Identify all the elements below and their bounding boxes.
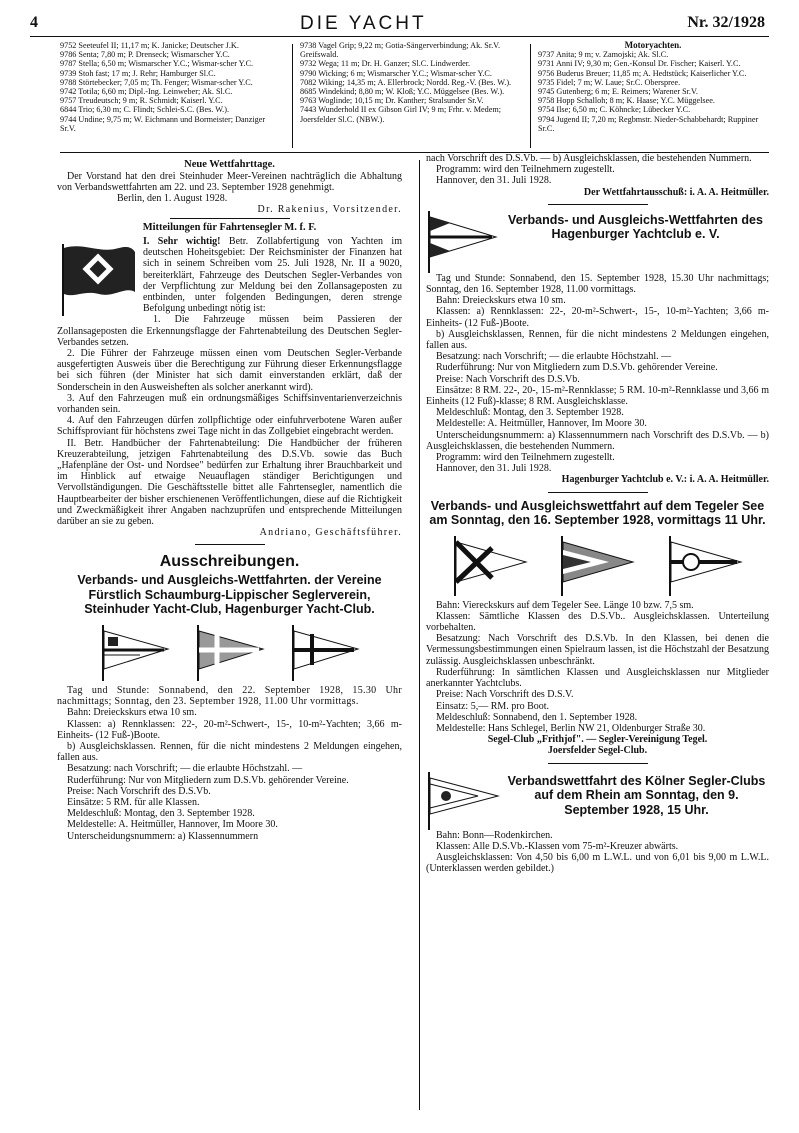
hagenburg-flag-icon: [426, 211, 498, 273]
pennant-flag-icon: [100, 625, 170, 681]
tegel-line: Klassen: Sämtliche Klassen des D.S.Vb.. Ausgleichsklassen. Unterteilung vorbehalten.: [426, 610, 769, 634]
list-item: 9752 Seeteufel II; 11,17 m; K. Janicke; Deutscher J.K.: [60, 41, 239, 50]
hagenburg-line: Preise: Nach Vorschrift des D.S.Vb.: [436, 373, 580, 385]
hagenburg-line: Klassen: a) Rennklassen: 22-, 20-m²-Schwert-, 15-, 10-m²-Yachten; 3,66 m-Einheits- (12 Fuß-)Boote.: [426, 306, 769, 329]
mff-title: Mitteilungen für Fahrtensegler M. f. F.: [142, 222, 317, 234]
koeln-line: Bahn: Bonn—Rodenkirchen.: [436, 829, 553, 841]
schaumburg-line: Bahn: Dreieckskurs etwa 10 sm.: [67, 707, 197, 719]
tegel-line: Einsatz: 5,— RM. pro Boot.: [436, 700, 550, 712]
hagenburg-title: Verbands- und Ausgleichs-Wettfahrten des Hagenburger Yachtclub e. V.: [508, 212, 763, 242]
list-item: 9745 Gutenberg; 6 m; E. Reimers; Warener Sr.V.: [538, 87, 698, 97]
tegel-line: Meldeschluß: Sonnabend, den 1. September 1928.: [436, 711, 638, 723]
schaumburg-line: Tag und Stunde: Sonnabend, den 22. September 1928, 15.30 Uhr nachmittags; Sonntag, den 23. September 1928, 11.00 Uhr vormittags.: [57, 684, 402, 708]
list-item: 9754 Ilse; 6,50 m; C. Köhncke; Lübecker Y.C.: [538, 105, 691, 115]
section-rule: [548, 492, 648, 493]
mff-part2: II. Betr. Handbücher der Fahrtenabteilung: Die Handbücher der früheren Kreuzerabteilung, jetzigen Fahrtenabteilung des D.S.Vb. sowie das Buch „Hafenpläne der Ost- und Nordsee" bedürfen zur Erhaltung ihrer Brauchbarkeit und im Hinblick auf etwaige Neuauflagen ständiger Berichtigungen und Vervollständigungen. Die Geschäftsstelle bittet alle Fahrtensegler, namentlich die Hauptbearbeiter der bisher erschienenen Veröffentlichungen, diese auf die Richtigkeit und Zweckmäßigkeit ihrer Angaben nachzuprüfen und entsprechende Mitteilungen darüber an sie zu geben.: [57, 437, 402, 528]
schaumburg-line: Ruderführung: Nur von Mitgliedern zum D.S.Vb. gehörender Vereine.: [67, 774, 349, 786]
schaumburg-flags: [57, 617, 402, 685]
hagenburg-line: Einsätze: 8 RM. 22-, 20-, 15-m²-Rennklasse; 5 RM. 10-m²-Rennklasse und 3,66 m Einheits (12 Fuß)-klasse; 8 RM. Ausgleichsklasse.: [426, 384, 769, 408]
hagenburg-line: Besatzung: nach Vorschrift; — die erlaubte Höchstzahl. —: [436, 351, 672, 363]
col2-top-line: Programm: wird den Teilnehmern zugestellt.: [436, 164, 615, 176]
section-rule: [548, 204, 648, 205]
list-item: 9737 Anita; 9 m; v. Zamojski; Ak. Sl.C.: [538, 50, 669, 60]
list-item: 6844 Trio; 6,30 m; C. Flindt; Schlei-S.C. (Bes. W.).: [60, 105, 230, 115]
list-item: 7082 Wiking; 14,35 m; A. Ellerbrock; Nordd. Reg.-V. (Bes. W.).: [300, 77, 512, 87]
fleet-list-col2: [300, 41, 522, 124]
mff-item: 2. Die Führer der Fahrzeuge müssen einen vom Deutschen Segler-Verbande ausgefertigten Ausweis über die Berechtigung zur Führung dieser Erkennungsflagge bei sich führen (der Minister hat sich damit einverstanden erklärt, daß der Sonderschein in den Ausweisheften als solcher anerkannt wird).: [57, 348, 402, 393]
koeln-line: Klassen: Alle D.S.Vb.-Klassen vom 75-m²-Kreuzer abwärts.: [436, 840, 679, 852]
fleet-divider: [292, 44, 293, 148]
left-column: [57, 160, 402, 842]
koeln-title: Verbandswettfahrt des Kölner Segler-Clubs auf dem Rhein am Sonntag, den 9. September 1928, 15 Uhr.: [507, 773, 766, 817]
list-item: 9787 Stella; 6,50 m; Wismarscher Y.C.; Wismar-scher Y.C.: [60, 59, 254, 69]
tegel-signature: Joersfelder Segel-Club.: [547, 745, 648, 757]
hagenburg-line: Unterscheidungsnummern: a) Klassennummern nach Vorschrift des D.S.Vb. — b) Ausgleichsklassen, die bestehenden Nummern.: [426, 429, 769, 452]
hagenburg-signature: Hagenburger Yachtclub e. V.: i. A. A. Heitmüller.: [561, 474, 769, 486]
schaumburg-line: b) Ausgleichsklassen. Rennen, für die nicht mindestens 2 Meldungen eingehen, fallen aus.: [57, 741, 402, 764]
list-item: 9788 Störtebecker; 7,05 m; Th. Fenger; Wismar-scher Y.C.: [60, 77, 253, 87]
pennant-flag-icon: [559, 536, 635, 596]
list-item: 9790 Wicking; 6 m; Wismarscher Y.C.; Wismar-scher Y.C.: [300, 68, 492, 78]
hagenburg-line: Ruderführung: Nur von Mitgliedern zum D.S.Vb. gehörender Vereine.: [436, 362, 718, 374]
page-title: DIE YACHT: [300, 13, 427, 34]
koeln-flag-icon: [426, 772, 500, 830]
schaumburg-title: Verbands- und Ausgleichs-Wettfahrten. der Vereine Fürstlich Schaumburg-Lippischer Seglerverein, Steinhuder Yacht-Club, Hagenburger Yacht-Club.: [77, 573, 382, 617]
hagenburg-line: b) Ausgleichsklassen, Rennen, für die nicht mindestens 2 Meldungen eingehen, fallen aus.: [426, 328, 769, 352]
page-number: 4: [30, 14, 38, 31]
list-item: 9757 Treudeutsch; 9 m; R. Schmidt; Kaiserl. Y.C.: [60, 96, 223, 106]
mff-signature: Andriano, Geschäftsführer.: [259, 527, 402, 539]
tegel-line: Besatzung: Nach Vorschrift des D.S.Vb. In den Klassen, bei denen die Vermessungsbestimmungen einen Spielraum lassen, ist die Höchstzahl der Besatzung zulässig. Ausgleichsklassen unbeschränkt.: [426, 633, 769, 667]
hagenburg-line: Meldestelle: A. Heitmüller, Hannover, Im Moore 30.: [436, 418, 647, 430]
tegel-line: Bahn: Viereckskurs auf dem Tegeler See. Länge 10 bzw. 7,5 sm.: [436, 599, 694, 611]
pennant-flag-icon: [290, 625, 360, 681]
schaumburg-line: Meldestelle: A. Heitmüller, Hannover, Im Moore 30.: [67, 819, 278, 831]
schaumburg-line: Besatzung: nach Vorschrift; — die erlaubte Höchstzahl. —: [67, 763, 303, 775]
section-rule: [195, 544, 265, 545]
list-item: 9744 Undine; 9,75 m; W. Eichmann und Bormeister; Danziger Sr.V.: [60, 114, 266, 133]
tegel-title: Verbands- und Ausgleichswettfahrt auf dem Tegeler See am Sonntag, den 16. September 1928, vormittags 11 Uhr.: [429, 498, 766, 528]
motoryachten-title: Motoryachten.: [624, 40, 682, 50]
header-rule: [30, 36, 769, 37]
list-item: 9794 Jugend II; 7,20 m; Regbmstr. Nieder-Schabbehardt; Ruppiner Sr.C.: [538, 114, 759, 133]
pennant-flag-icon: [667, 536, 743, 596]
list-item: 9735 Fidel; 7 m; W. Laue; Sr.C. Oberspree.: [538, 77, 681, 87]
list-item: 9756 Buderus Breuer; 11,85 m; A. Hedtstück; Kaiserlicher Y.C.: [538, 68, 747, 78]
col2-top-line: nach Vorschrift des D.S.Vb. — b) Ausgleichsklassen, die bestehenden Nummern.: [426, 153, 752, 164]
koeln-line: Ausgleichsklassen: Von 4,50 bis 6,00 m L.W.L. und von 6,01 bis 9,00 m L.W.L. (Unterklassen werden gebildet.): [426, 851, 769, 875]
fleet-list-col1: [60, 41, 280, 133]
column-divider: [419, 160, 420, 1110]
schaumburg-line: Preise: Nach Vorschrift des D.S.Vb.: [67, 785, 211, 797]
col2-top-signature: Der Wettfahrtausschuß: i. A. A. Heitmüller.: [583, 186, 769, 198]
mff-item: 3. Auf den Fahrzeugen muß ein ordnungsmäßiges Schiffsinventarienverzeichnis vorhanden sein.: [57, 392, 402, 416]
fleet-list-col3: [538, 41, 768, 133]
neue-title: Neue Wettfahrttage.: [184, 159, 275, 170]
list-item: 9786 Senta; 7,80 m; P. Drenseck; Wismarscher Y.C.: [60, 50, 230, 60]
list-item: 8685 Windekind; 8,80 m; W. Kloß; Y.C. Müggelsee (Bes. W.).: [300, 87, 505, 97]
schaumburg-line: Einsätze: 5 RM. für alle Klassen.: [67, 797, 200, 809]
col2-top-line: Hannover, den 31. Juli 1928.: [436, 175, 552, 187]
hagenburg-line: Tag und Stunde: Sonnabend, den 15. September 1928, 15.30 Uhr nachmittags; Sonntag, den 16. September 1928, 11.00 vormittags.: [426, 272, 769, 296]
section-rule: [170, 218, 290, 219]
pennant-flag-icon: [452, 536, 528, 596]
list-item: 9732 Wega; 11 m; Dr. H. Ganzer; Sl.C. Lindwerder.: [300, 59, 471, 69]
neue-place-date: Berlin, den 1. August 1928.: [117, 193, 228, 204]
tegel-signature: Segel-Club „Frithjof". — Segler-Vereinigung Tegel.: [487, 734, 708, 746]
schaumburg-line: Meldeschluß: Montag, den 3. September 1928.: [67, 808, 255, 820]
pennant-flag-icon: [195, 625, 265, 681]
list-item: 9763 Woglinde; 10,15 m; Dr. Kanther; Stralsunder Sr.V.: [300, 96, 484, 106]
list-item: 9738 Vagel Grip; 9,22 m; Gotia-Sängerverbindung; Ak. Sr.V. Greifswald.: [300, 41, 501, 60]
issue-number: Nr. 32/1928: [687, 14, 765, 31]
right-column: [426, 153, 769, 874]
mff-item: 1. Die Fahrzeuge müssen beim Passieren der Zollansageposten die Erkennungsflagge der Fahrtenabteilung des Deutschen Segler-Verbandes setzen.: [57, 314, 402, 348]
mff-lead: I. Sehr wichtig!: [143, 236, 221, 247]
schaumburg-line: Unterscheidungsnummern: a) Klassennummern: [67, 830, 259, 842]
hagenburg-line: Meldeschluß: Montag, den 3. September 1928.: [436, 407, 624, 419]
tegel-line: Preise: Nach Vorschrift des D.S.V.: [436, 689, 574, 701]
tegel-line: Meldestelle: Hans Schlegel, Berlin NW 21, Oldenburger Straße 30.: [436, 722, 706, 734]
fleet-divider: [530, 44, 531, 148]
hagenburg-line: Programm: wird den Teilnehmern zugestellt.: [436, 452, 615, 464]
mff-flag-icon: [59, 240, 137, 316]
list-item: 9731 Anni IV; 9,30 m; Gen.-Konsul Dr. Fischer; Kaiserl. Y.C.: [538, 59, 741, 69]
hagenburg-line: Bahn: Dreieckskurs etwa 10 sm.: [436, 295, 566, 307]
list-item: 9739 Stoh fast; 17 m; J. Rehr; Hamburger Sl.C.: [60, 68, 216, 78]
schaumburg-line: Klassen: a) Rennklassen: 22-, 20-m²-Schwert-, 15-, 10-m²-Yachten; 3,66 m-Einheits- (12 Fuß-)Boote.: [57, 718, 402, 741]
list-item: 9742 Totila; 6,60 m; Dipl.-Ing. Leinweber; Ak. Sl.C.: [60, 87, 233, 97]
mff-item: 4. Auf den Fahrzeugen dürfen zollpflichtige oder einfuhrverbotene Waren außer Schiffsproviant für höchstens zwei Tage nicht in das Zollgebiet eingebracht werden.: [57, 415, 402, 438]
neue-signature: Dr. Rakenius, Vorsitzender.: [257, 204, 402, 216]
hagenburg-line: Hannover, den 31. Juli 1928.: [436, 463, 552, 475]
tegel-line: Ruderführung: In sämtlichen Klassen und Ausgleichsklassen nur Mitglieder anerkannter Yachtclubs.: [426, 666, 769, 690]
list-item: 9758 Hopp Schalloh; 8 m; K. Haase; Y.C. Müggelsee.: [538, 96, 715, 106]
tegel-flags: [426, 528, 769, 600]
ausschreibungen-heading: Ausschreibungen.: [159, 553, 300, 571]
neue-text: Der Vorstand hat den drei Steinhuder Meer-Vereinen nachträglich die Abhaltung von Verbandswettfahrten am 22. und 23. September 1928 genehmigt.: [57, 170, 402, 193]
list-item: 7443 Wunderhold II ex Gibson Girl IV; 9 m; Frhr. v. Medem; Joersfelder Sl.C. (NBW.).: [300, 105, 501, 124]
mff-intro: Betr. Zollabfertigung von Yachten im deutschen Hoheitsgebiet: Der Reichsminister der Finanzen hat sich in seinem Schreiben vom 25. Juli 1928, Nr. II a 9020, bereiterklärt, Fahrzeuge des Deutschen Segler-Verbandes von der Verpflichtung zur Meldung bei den Zollansageposten zu entbinden, unter folgenden Bedingungen, deren strenge Befolgung unbedingt nötig ist:: [143, 236, 402, 315]
section-rule: [548, 763, 648, 764]
